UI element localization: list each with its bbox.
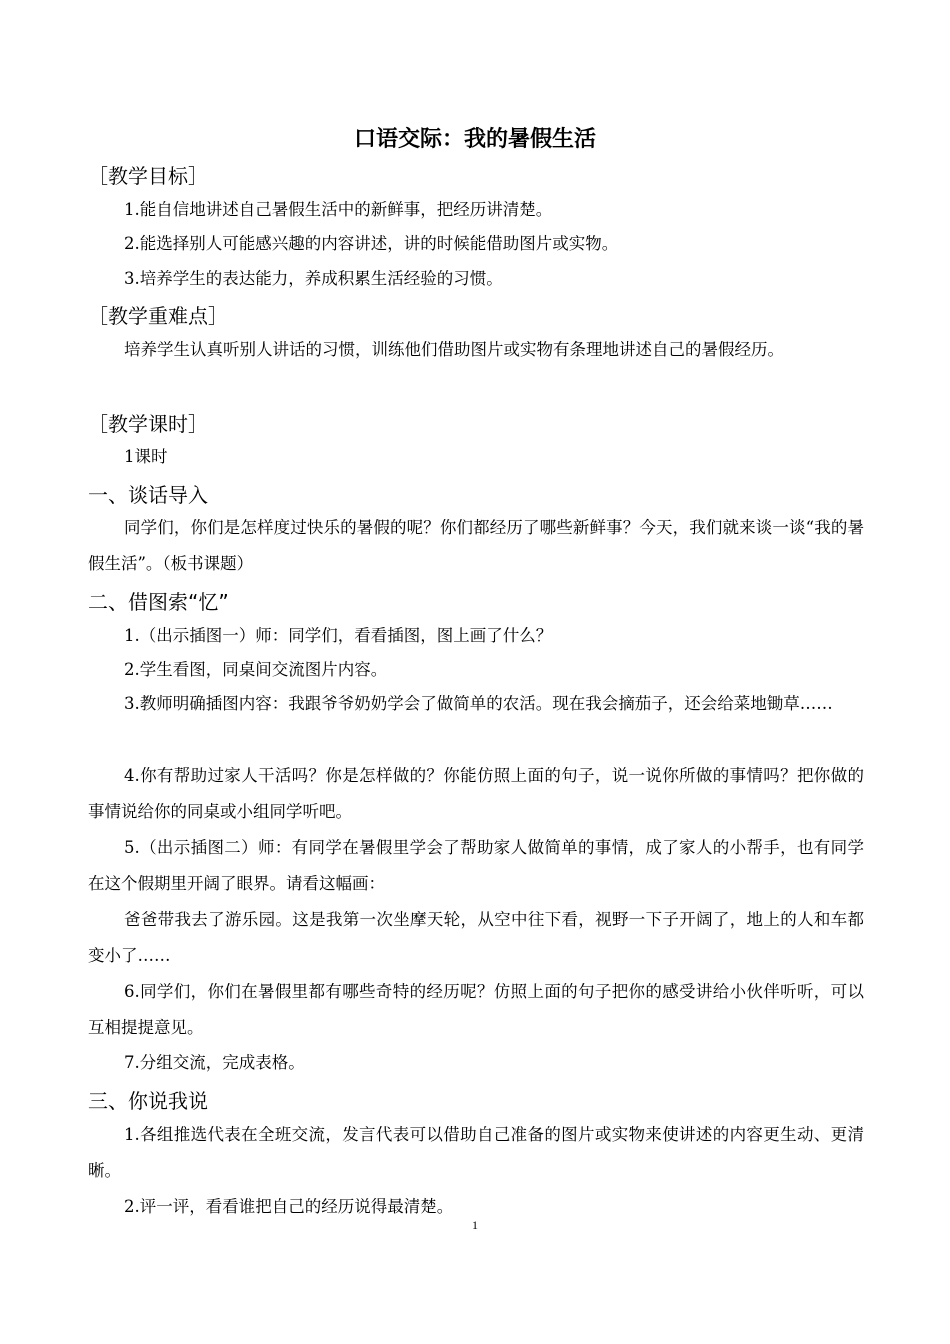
keypoints-heading: ［教学重难点］	[88, 304, 228, 328]
part3-item: 2.评一评，看看谁把自己的经历说得最清楚。	[124, 1197, 454, 1216]
page-number: 1	[472, 1218, 478, 1232]
goal-item: 3.培养学生的表达能力，养成积累生活经验的习惯。	[124, 269, 503, 288]
hours-heading: ［教学课时］	[88, 412, 208, 436]
part2-item: 5.（出示插图二）师：有同学在暑假里学会了帮助家人做简单的事情，成了家人的小帮手，也有同学在这个假期里开阔了眼界。请看这幅画：	[88, 838, 864, 893]
keypoints-text: 培养学生认真听别人讲话的习惯，训练他们借助图片或实物有条理地讲述自己的暑假经历。	[124, 340, 784, 359]
part1-text: 同学们，你们是怎样度过快乐的暑假的呢？你们都经历了哪些新鲜事？今天，我们就来谈一谈“我的暑假生活”。（板书课题）	[88, 518, 864, 573]
part2-item: 爸爸带我去了游乐园。这是我第一次坐摩天轮，从空中往下看，视野一下子开阔了，地上的人和车都变小了……	[88, 910, 864, 965]
part2-heading: 二、借图索“忆”	[88, 590, 229, 614]
part2-item: 6.同学们，你们在暑假里都有哪些奇特的经历呢？仿照上面的句子把你的感受讲给小伙伴听听，可以互相提提意见。	[88, 982, 864, 1037]
goal-item: 1.能自信地讲述自己暑假生活中的新鲜事，把经历讲清楚。	[124, 200, 553, 219]
part3-heading: 三、你说我说	[88, 1089, 208, 1113]
part2-item: 2.学生看图，同桌间交流图片内容。	[124, 660, 388, 679]
document-title: 口语交际：我的暑假生活	[353, 127, 596, 152]
part2-item: 1.（出示插图一）师：同学们，看看插图，图上画了什么？	[124, 626, 553, 645]
part1-heading: 一、谈话导入	[88, 483, 208, 507]
hours-text: 1课时	[124, 447, 168, 466]
part2-item: 4.你有帮助过家人干活吗？你是怎样做的？你能仿照上面的句子，说一说你所做的事情吗？把你做的事情说给你的同桌或小组同学听吧。	[88, 766, 864, 821]
goals-heading: ［教学目标］	[88, 164, 208, 188]
part2-item: 7.分组交流，完成表格。	[124, 1053, 305, 1072]
part2-item: 3.教师明确插图内容：我跟爷爷奶奶学会了做简单的农活。现在我会摘茄子，还会给菜地锄草……	[124, 694, 833, 713]
part3-item: 1.各组推选代表在全班交流，发言代表可以借助自己准备的图片或实物来使讲述的内容更生动、更清晰。	[88, 1125, 864, 1180]
goal-item: 2.能选择别人可能感兴趣的内容讲述，讲的时候能借助图片或实物。	[124, 234, 619, 253]
